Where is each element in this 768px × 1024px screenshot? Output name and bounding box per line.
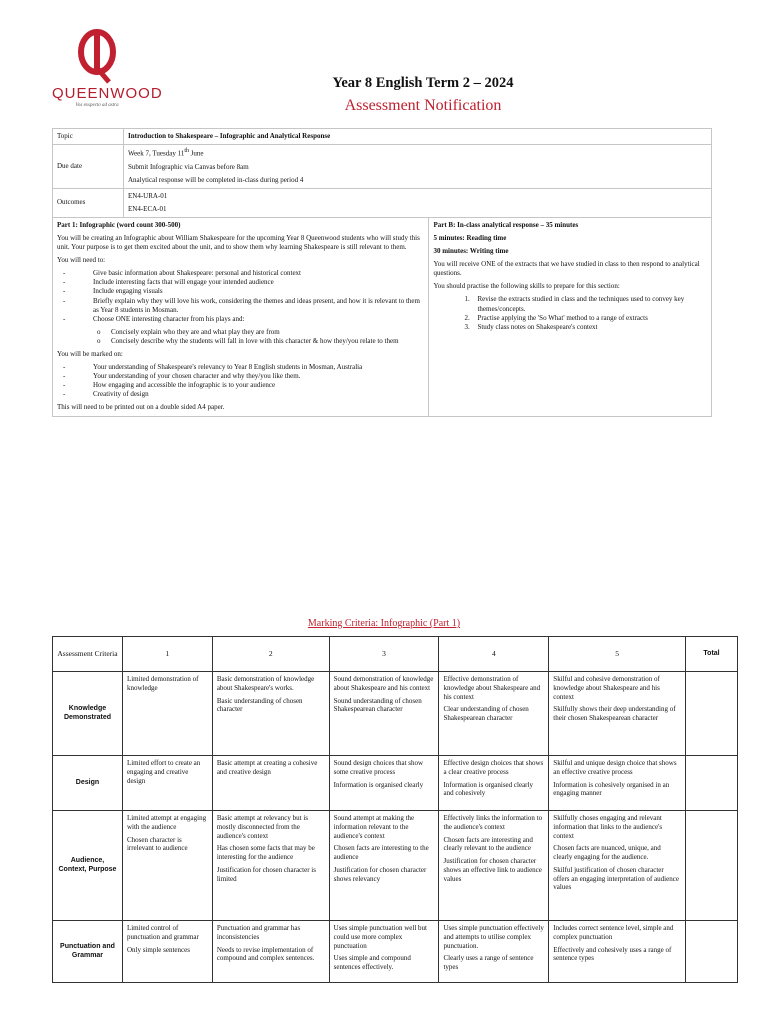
rubric-cell: Uses simple punctuation well but could use more complex punctuation Uses simple and compound sentences effectively. bbox=[329, 921, 439, 983]
logo-wordmark: QUEENWOOD bbox=[52, 85, 163, 102]
part1-cell bbox=[53, 217, 429, 416]
header-total: Total bbox=[686, 637, 738, 672]
part1-intro: You will be creating an Infographic about William Shakespeare for the upcoming Year 8 Queenwood students who will study this unit. Your purpose is to get them excited about the unit, and to show them why learning Shakespeare is still relevant to them. bbox=[57, 233, 420, 252]
rubric-cell: Basic attempt at relevancy but is mostly disconnected from the audience's context Has chosen some facts that may be interesting for the audience Justification for chosen character is limited bbox=[212, 811, 329, 921]
rubric-cell: Includes correct sentence level, simple and complex punctuation Effectively and cohesively uses a range of sentence types bbox=[549, 921, 686, 983]
rubric-cell: Skilful and unique design choice that shows an effective creative process Information is cohesively organised in an engaging manner bbox=[549, 756, 686, 811]
reading-time: 5 minutes: Reading time bbox=[433, 233, 507, 242]
partB-skills-list bbox=[433, 295, 707, 331]
rubric-row-knowledge bbox=[53, 672, 738, 756]
list-item: - Your understanding of your chosen character and why they/you like them. bbox=[63, 372, 424, 381]
outcomes-value bbox=[124, 188, 712, 217]
part1-needs-list bbox=[57, 269, 424, 324]
writing-time: 30 minutes: Writing time bbox=[433, 247, 509, 256]
header-level-3: 3 bbox=[329, 637, 439, 672]
criterion-label: Knowledge Demonstrated bbox=[53, 672, 123, 756]
rubric-cell: Limited demonstration of knowledge bbox=[122, 672, 212, 756]
header-level-2: 2 bbox=[212, 637, 329, 672]
total-cell[interactable] bbox=[686, 921, 738, 983]
rubric-cell: Effectively links the information to the audience's context Chosen facts are interesting and clearly relevant to the audience Justification for chosen character shows an effective link to audience values bbox=[439, 811, 549, 921]
outcomes-label: Outcomes bbox=[53, 188, 124, 217]
outcomes-row bbox=[53, 188, 712, 217]
list-item: - Briefly explain why they will love his work, considering the themes and ideas present, and how it is relevant to them as Year 8 students in Mosman. bbox=[63, 297, 424, 315]
total-cell[interactable] bbox=[686, 756, 738, 811]
school-logo bbox=[52, 28, 163, 108]
rubric-cell: Effective demonstration of knowledge about Shakespeare and his context Clear understanding of chosen Shakespearean character bbox=[439, 672, 549, 756]
list-item: 3. Study class notes on Shakespeare's context bbox=[471, 323, 707, 332]
document-title: Year 8 English Term 2 – 2024 bbox=[332, 75, 514, 91]
logo-motto: Vos exspecto ad astra bbox=[75, 103, 119, 108]
list-item: 1. Revise the extracts studied in class and the techniques used to convey key themes/concepts. bbox=[471, 295, 707, 313]
total-cell[interactable] bbox=[686, 811, 738, 921]
rubric-row-audience bbox=[53, 811, 738, 921]
part1-marked-list bbox=[57, 363, 424, 399]
partB-heading: Part B: In-class analytical response – 35 minutes bbox=[433, 220, 579, 229]
header-level-5: 5 bbox=[549, 637, 686, 672]
due-date-line: Week 7, Tuesday 11th June bbox=[128, 148, 204, 158]
outcome-item: EN4-URA-01 bbox=[128, 191, 168, 200]
rubric-cell: Punctuation and grammar has inconsistencies Needs to revise implementation of compound and complex sentences. bbox=[212, 921, 329, 983]
rubric-cell: Limited control of punctuation and grammar Only simple sentences bbox=[122, 921, 212, 983]
rubric-cell: Uses simple punctuation effectively and attempts to utilise complex punctuation. Clearly uses a range of sentence types bbox=[439, 921, 549, 983]
list-item: - Give basic information about Shakespeare: personal and historical context bbox=[63, 269, 424, 278]
analytical-line: Analytical response will be completed in-class during period 4 bbox=[128, 175, 304, 184]
part1-print-note: This will need to be printed out on a double sided A4 paper. bbox=[57, 403, 225, 412]
total-cell[interactable] bbox=[686, 672, 738, 756]
rubric-cell: Skilfully choses engaging and relevant information that links to the audience's context Chosen facts are nuanced, unique, and clearly engaging for the audience. Skilful justification of chosen character offers an engaging interpretation of audience values bbox=[549, 811, 686, 921]
list-item: - Your understanding of Shakespeare's relevancy to Year 8 English students in Mosman, Australia bbox=[63, 363, 424, 372]
criterion-label: Punctuation and Grammar bbox=[53, 921, 123, 983]
part1-subneeds-list bbox=[57, 328, 424, 346]
list-item: - How engaging and accessible the infographic is to your audience bbox=[63, 381, 424, 390]
rubric-cell: Sound attempt at making the information relevant to the audience's context Chosen facts are interesting to the audience Justification for chosen character shows relevancy bbox=[329, 811, 439, 921]
criterion-label: Audience, Context, Purpose bbox=[53, 811, 123, 921]
rubric-header-row bbox=[53, 637, 738, 672]
marking-criteria-title: Marking Criteria: Infographic (Part 1) bbox=[307, 618, 461, 629]
part1-marked-label: You will be marked on: bbox=[57, 350, 123, 359]
list-item: - Include engaging visuals bbox=[63, 287, 424, 296]
topic-label: Topic bbox=[53, 129, 124, 145]
header-criteria: Assessment Criteria bbox=[53, 637, 123, 672]
part1-heading: Part 1: Infographic (word count 300-500) bbox=[57, 220, 181, 229]
part1-need-label: You will need to: bbox=[57, 256, 106, 265]
rubric-cell: Effective design choices that shows a clear creative process Information is organised clearly and cohesively bbox=[439, 756, 549, 811]
partB-cell bbox=[429, 217, 712, 416]
due-date-label: Due date bbox=[53, 145, 124, 189]
topic-row bbox=[53, 129, 712, 145]
rubric-cell: Limited effort to create an engaging and creative design bbox=[122, 756, 212, 811]
rubric-cell: Basic demonstration of knowledge about Shakespeare's works. Basic understanding of chosen character bbox=[212, 672, 329, 756]
list-item: 2. Practise applying the 'So What' method to a range of extracts bbox=[471, 314, 707, 323]
header-level-4: 4 bbox=[439, 637, 549, 672]
list-item: o Concisely explain who they are and what play they are from bbox=[97, 328, 424, 337]
due-date-value bbox=[124, 145, 712, 189]
list-item: - Creativity of design bbox=[63, 390, 424, 399]
parts-row bbox=[53, 217, 712, 416]
list-item: - Choose ONE interesting character from his plays and: bbox=[63, 315, 424, 324]
submission-line: Submit Infographic via Canvas before 8am bbox=[128, 162, 249, 171]
rubric-cell: Skilful and cohesive demonstration of knowledge about Shakespeare and his context Skilfully shows their deep understanding of their chosen Shakespearean character bbox=[549, 672, 686, 756]
marking-criteria-table bbox=[52, 636, 738, 983]
rubric-cell: Basic attempt at creating a cohesive and creative design bbox=[212, 756, 329, 811]
partB-receive: You will receive ONE of the extracts that we have studied in class to then respond to analytical questions. bbox=[433, 260, 700, 278]
rubric-cell: Sound design choices that show some creative process Information is organised clearly bbox=[329, 756, 439, 811]
due-date-row bbox=[53, 145, 712, 189]
rubric-cell: Sound demonstration of knowledge about Shakespeare and his context Sound understanding of chosen Shakespearean character bbox=[329, 672, 439, 756]
list-item: - Include interesting facts that will engage your intended audience bbox=[63, 278, 424, 287]
rubric-row-punctuation bbox=[53, 921, 738, 983]
rubric-cell: Limited attempt at engaging with the audience Chosen character is irrelevant to audience bbox=[122, 811, 212, 921]
topic-value: Introduction to Shakespeare – Infographic and Analytical Response bbox=[124, 129, 712, 145]
header-level-1: 1 bbox=[122, 637, 212, 672]
outcome-item: EN4-ECA-01 bbox=[128, 204, 167, 213]
assessment-info-table bbox=[52, 128, 712, 417]
document-subtitle: Assessment Notification bbox=[344, 97, 502, 114]
partB-practise-label: You should practise the following skills to prepare for this section: bbox=[433, 282, 620, 291]
rubric-row-design bbox=[53, 756, 738, 811]
criterion-label: Design bbox=[53, 756, 123, 811]
list-item: o Concisely describe why the students will fall in love with this character & how they/you relate to them bbox=[97, 337, 424, 346]
